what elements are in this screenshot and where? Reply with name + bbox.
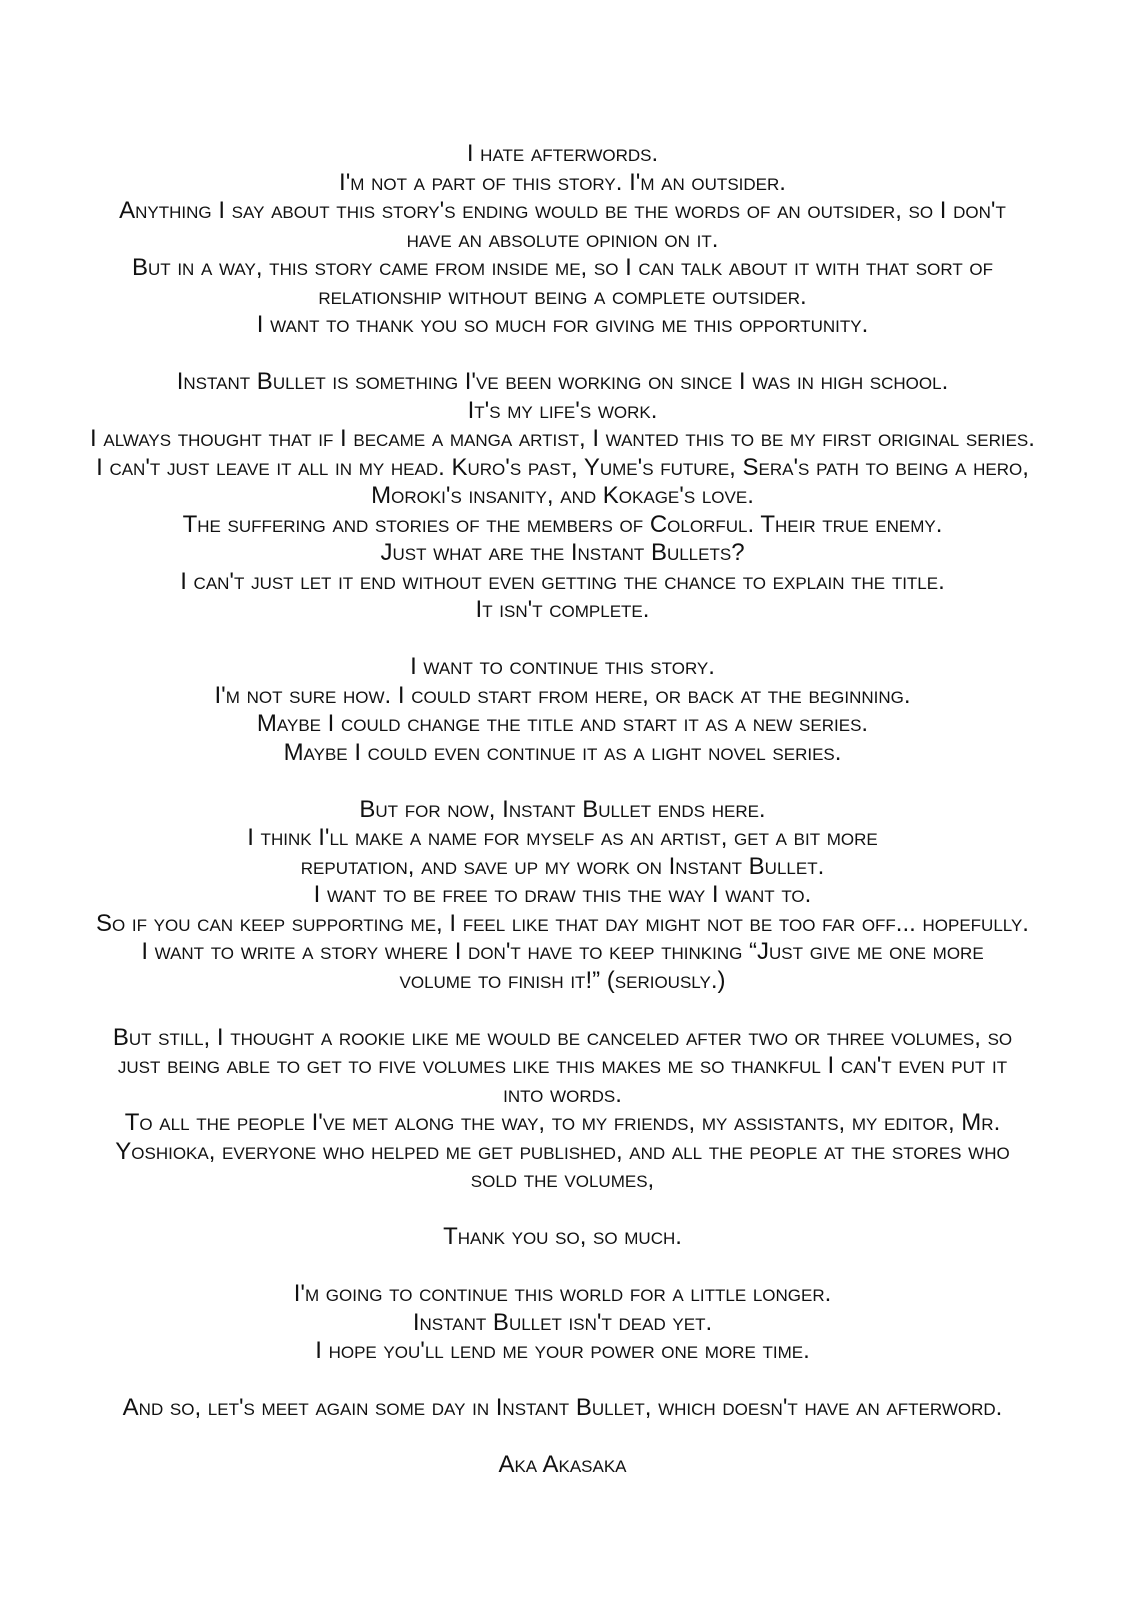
- afterword-line: reputation, and save up my work on Instant Bullet.: [300, 852, 825, 880]
- afterword-line: into words.: [503, 1080, 622, 1108]
- afterword-line: I always thought that if I became a manga artist, I wanted this to be my first original series.: [90, 425, 1035, 452]
- afterword-line: relationship without being a complete outsider.: [318, 282, 807, 310]
- afterword-line: Anything I say about this story's ending would be the words of an outsider, so I don't: [119, 197, 1006, 224]
- afterword-line: Instant Bullet isn't dead yet.: [412, 1308, 713, 1336]
- afterword-line: And so, let's meet again some day in Instant Bullet, which doesn't have an afterword.: [122, 1394, 1003, 1421]
- afterword-line: It isn't complete.: [475, 596, 650, 623]
- afterword-line: just being able to get to five volumes like this makes me so thankful I can't even put it: [117, 1052, 1008, 1079]
- afterword-line: But still, I thought a rookie like me would be canceled after two or three volumes, so: [112, 1023, 1013, 1051]
- afterword-line: I can't just let it end without even getting the chance to explain the title.: [180, 567, 945, 595]
- paragraph-gap: [0, 767, 1125, 796]
- afterword-line: I want to continue this story.: [410, 653, 715, 680]
- afterword-line: I think I'll make a name for myself as an artist, get a bit more: [247, 824, 878, 851]
- afterword-line: I hate afterwords.: [466, 140, 659, 167]
- afterword-line: I want to write a story where I don't have to keep thinking “Just give me one more: [141, 938, 984, 965]
- afterword-line: So if you can keep supporting me, I feel like that day might not be too far off... hopefully.: [96, 909, 1029, 937]
- afterword-line: But in a way, this story came from inside me, so I can talk about it with that sort of: [132, 254, 993, 281]
- afterword-line: I can't just leave it all in my head. Kuro's past, Yume's future, Sera's path to being a hero,: [96, 453, 1029, 481]
- afterword-line: I'm not sure how. I could start from here, or back at the beginning.: [214, 681, 911, 709]
- afterword-line: I'm not a part of this story. I'm an outsider.: [339, 168, 786, 196]
- author-signature: Aka Akasaka: [498, 1451, 627, 1478]
- afterword-text: [0, 140, 1125, 1480]
- afterword-line: I'm going to continue this world for a little longer.: [293, 1280, 832, 1307]
- afterword-line: The suffering and stories of the members of Colorful. Their true enemy.: [182, 510, 943, 538]
- afterword-line: Maybe I could change the title and start it as a new series.: [256, 710, 869, 737]
- afterword-line: volume to finish it!” (seriously.): [399, 966, 726, 994]
- afterword-line: Thank you so, so much.: [443, 1223, 682, 1250]
- paragraph-gap: [0, 1366, 1125, 1395]
- afterword-line: It's my life's work.: [467, 396, 658, 424]
- afterword-line: Moroki's insanity, and Kokage's love.: [371, 482, 754, 509]
- afterword-line: have an absolute opinion on it.: [406, 225, 719, 253]
- afterword-line: Just what are the Instant Bullets?: [380, 539, 745, 566]
- afterword-line: sold the volumes,: [470, 1166, 655, 1193]
- paragraph-gap: [0, 340, 1125, 369]
- afterword-line: Instant Bullet is something I've been working on since I was in high school.: [176, 368, 949, 395]
- afterword-line: Yoshioka, everyone who helped me get published, and all the people at the stores who: [115, 1137, 1010, 1165]
- afterword-line: Maybe I could even continue it as a light novel series.: [283, 738, 842, 766]
- paragraph-gap: [0, 995, 1125, 1024]
- afterword-line: But for now, Instant Bullet ends here.: [359, 795, 766, 823]
- paragraph-gap: [0, 1423, 1125, 1452]
- afterword-line: To all the people I've met along the way, to my friends, my assistants, my editor, Mr.: [124, 1109, 1001, 1136]
- afterword-line: I hope you'll lend me your power one more time.: [315, 1337, 810, 1364]
- afterword-line: I want to thank you so much for giving me this opportunity.: [256, 311, 869, 338]
- paragraph-gap: [0, 625, 1125, 654]
- paragraph-gap: [0, 1195, 1125, 1224]
- afterword-line: I want to be free to draw this the way I want to.: [313, 881, 812, 908]
- paragraph-gap: [0, 1252, 1125, 1281]
